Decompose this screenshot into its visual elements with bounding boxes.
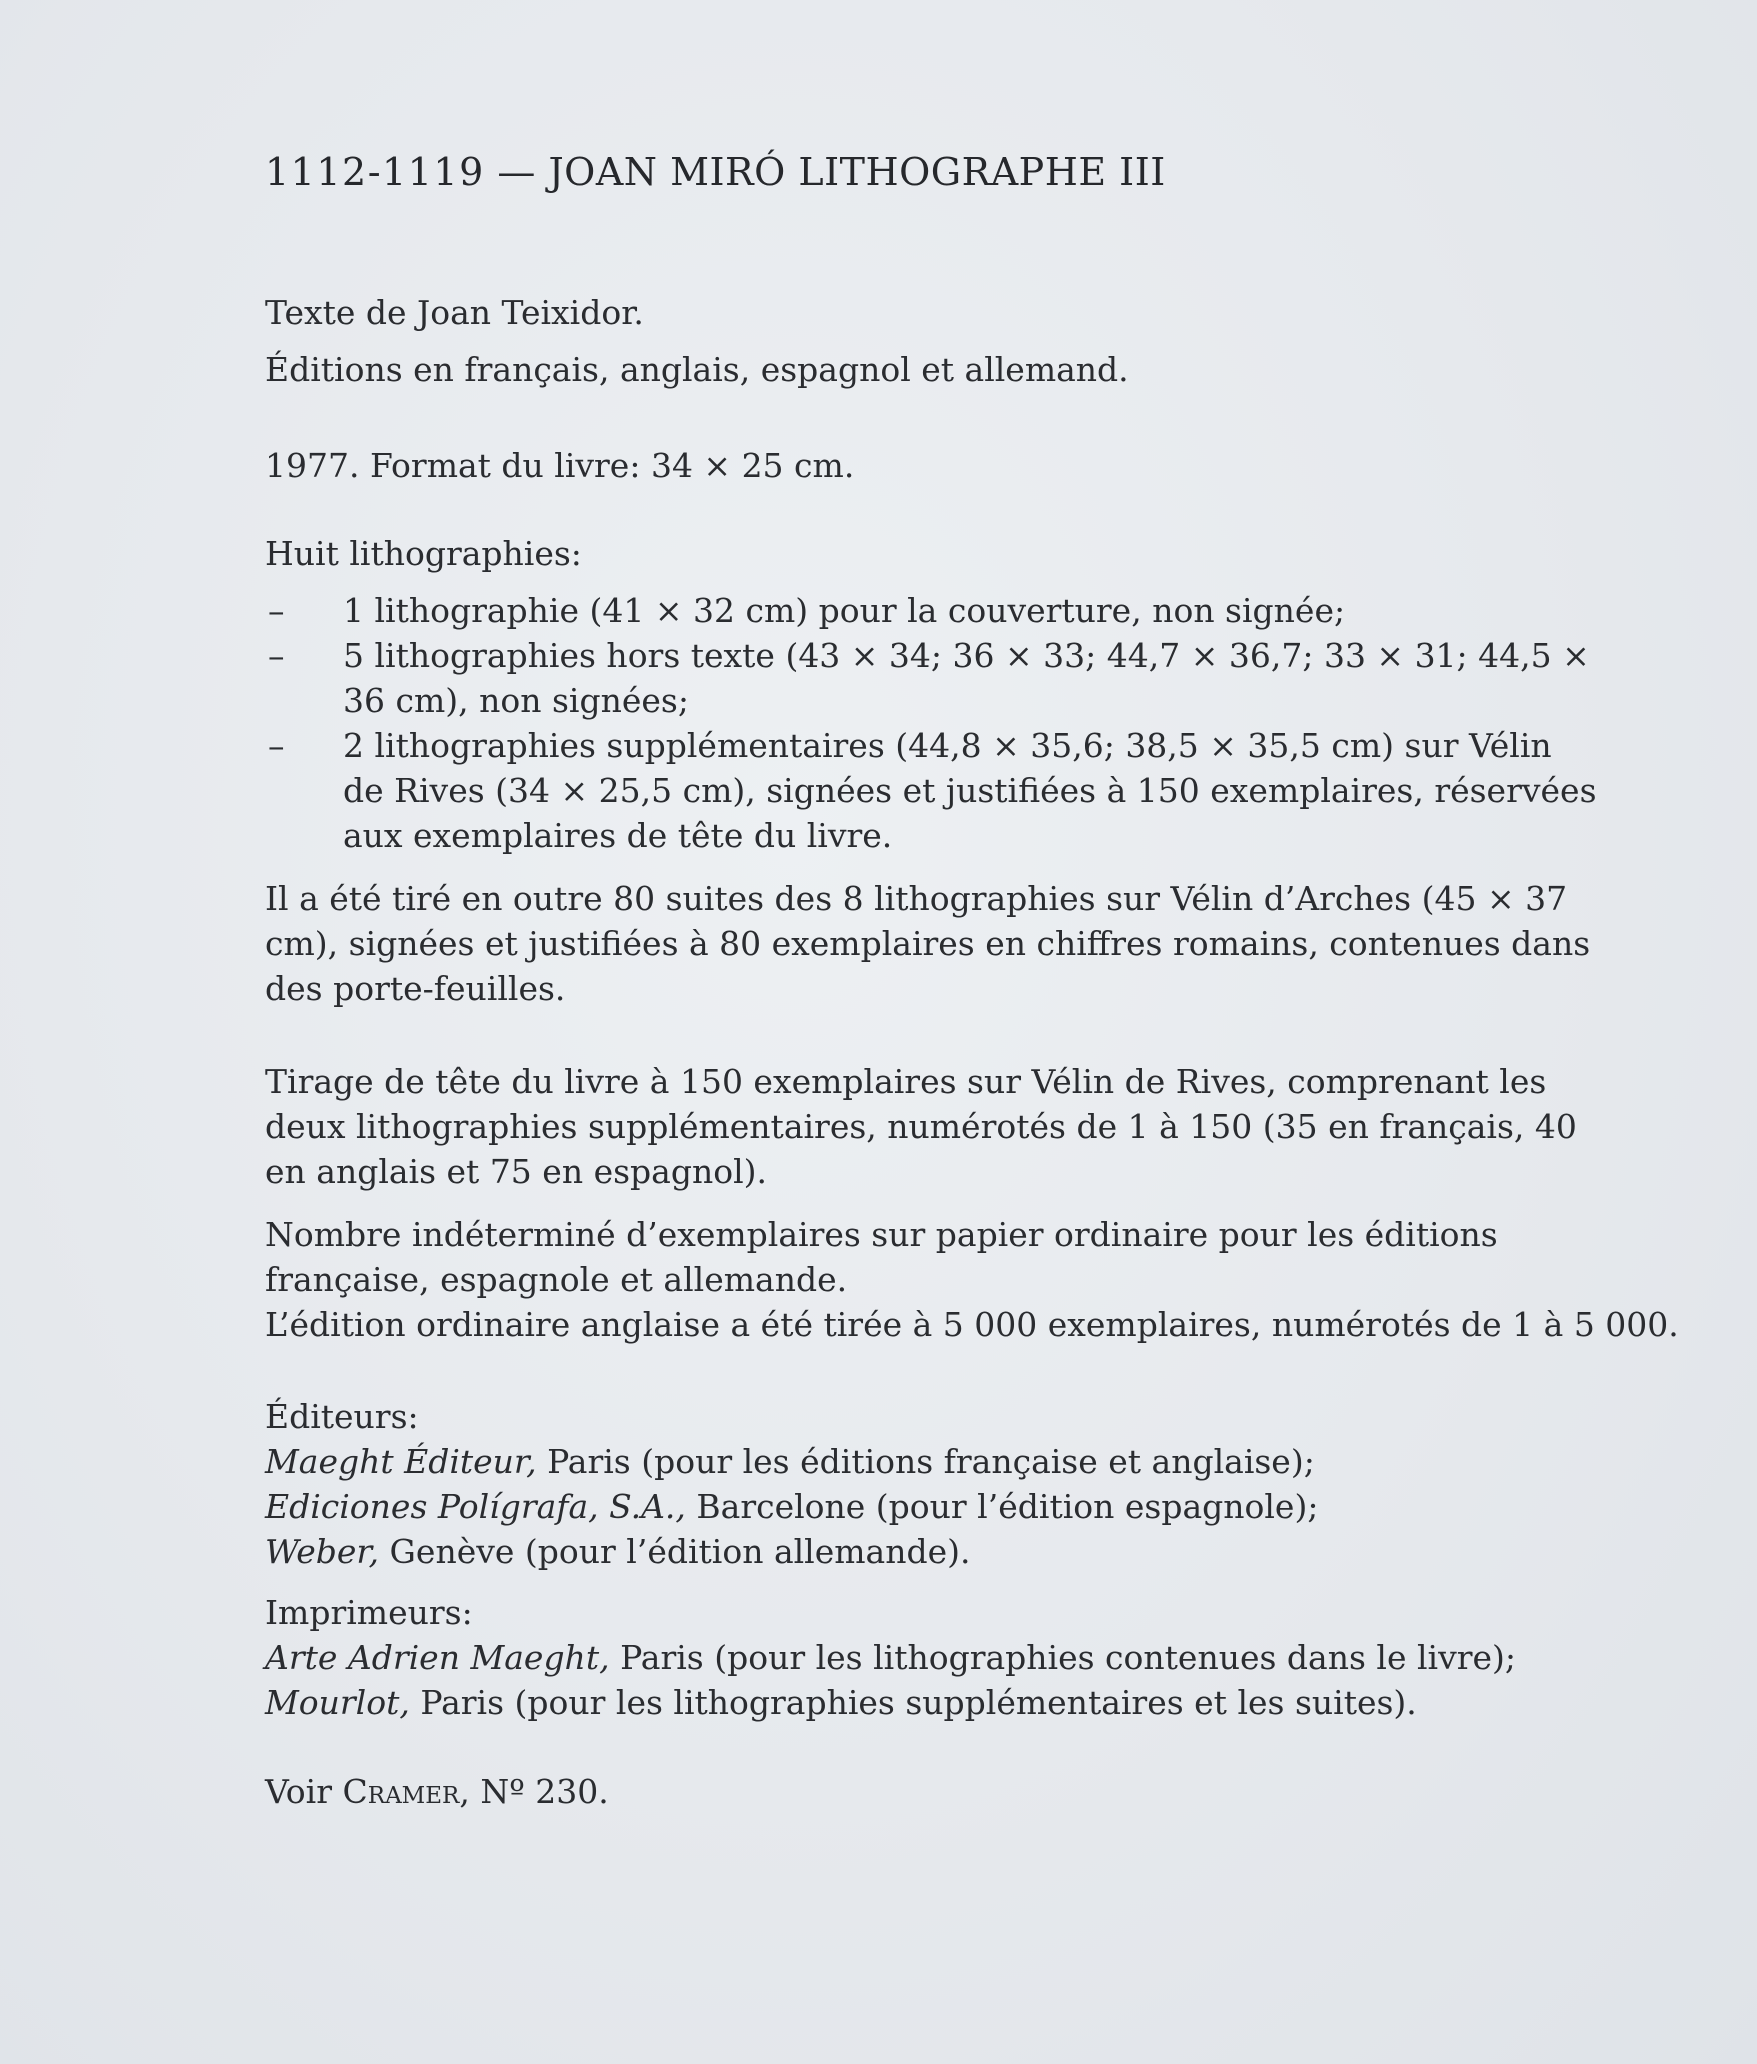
reference-author: Cramer (342, 1772, 460, 1811)
lithograph-item (265, 723, 1600, 858)
imprimeurs-heading: Imprimeurs: (265, 1593, 473, 1632)
editeur-entry (265, 1484, 1600, 1529)
text-author: Texte de Joan Teixidor. (265, 293, 644, 332)
lithograph-item-text: 5 lithographies hors texte (43 × 34; 36 × 33; 44,7 × 36,7; 33 × 31; 44,5 × 36 cm), non signées; (343, 636, 1590, 720)
cramer-reference (265, 1769, 1600, 1814)
tirage-tete: Tirage de tête du livre à 150 exemplaires sur Vélin de Rives, comprenant les deux lithographies supplémentaires, numérotés de 1 à 150 (35 en français, 40 en anglais et 75 en espagnol). (265, 1062, 1577, 1191)
imprimeur-name: Arte Adrien Maeght, (265, 1638, 610, 1677)
tirage-ordinaire: Nombre indéterminé d’exemplaires sur papier ordinaire pour les éditions française, espagnole et allemande. (265, 1215, 1498, 1299)
dash-marker: – (268, 636, 285, 675)
imprimeurs-block (265, 1590, 1600, 1725)
lithograph-item-text: 1 lithographie (41 × 32 cm) pour la couverture, non signée; (343, 591, 1346, 630)
lithographs-block (265, 531, 1600, 1011)
editeur-name: Ediciones Polígrafa, S.A., (265, 1487, 686, 1526)
imprimeur-entry (265, 1635, 1600, 1680)
imprimeur-detail: Paris (pour les lithographies supplémentaires et les suites). (409, 1683, 1417, 1722)
editeurs-heading: Éditeurs: (265, 1397, 419, 1436)
book-title: JOAN MIRÓ LITHOGRAPHE III (548, 150, 1166, 194)
tirage-anglaise: L’édition ordinaire anglaise a été tirée à 5 000 exemplaires, numérotés de 1 à 5 000. (265, 1305, 1679, 1344)
format-block (265, 443, 1600, 488)
lithograph-item (265, 633, 1600, 723)
editeurs-block (265, 1394, 1600, 1574)
reference-number: , Nº 230. (459, 1772, 609, 1811)
book-format: 1977. Format du livre: 34 × 25 cm. (265, 446, 855, 485)
reference-block (265, 1769, 1600, 1814)
editeur-entry (265, 1529, 1600, 1574)
reference-prefix: Voir (265, 1772, 343, 1811)
intro-block (265, 290, 1600, 392)
imprimeur-detail: Paris (pour les lithographies contenues dans le livre); (609, 1638, 1517, 1677)
lithograph-item (265, 588, 1600, 633)
dash-marker: – (268, 726, 285, 765)
editeur-name: Weber, (265, 1532, 380, 1571)
title-separator: — (484, 150, 549, 194)
dash-marker: – (268, 591, 285, 630)
editeur-detail: Barcelone (pour l’édition espagnole); (685, 1487, 1319, 1526)
lithographs-heading: Huit lithographies: (265, 534, 582, 573)
editions-languages: Éditions en français, anglais, espagnol et allemand. (265, 350, 1129, 389)
catalogue-number: 1112-1119 (265, 150, 485, 194)
imprimeur-entry (265, 1680, 1600, 1725)
tirage-block (265, 1059, 1679, 1347)
editeur-detail: Genève (pour l’édition allemande). (379, 1532, 971, 1571)
imprimeur-name: Mourlot, (265, 1683, 410, 1722)
suites-paragraph: Il a été tiré en outre 80 suites des 8 lithographies sur Vélin d’Arches (45 × 37 cm), signées et justifiées à 80 exemplaires en chiffres romains, contenues dans des porte-feuilles. (265, 879, 1591, 1008)
editeur-name: Maeght Éditeur, (265, 1442, 537, 1481)
page-title (265, 150, 1166, 194)
editeur-detail: Paris (pour les éditions française et anglaise); (536, 1442, 1315, 1481)
editeur-entry (265, 1439, 1600, 1484)
lithograph-item-text: 2 lithographies supplémentaires (44,8 × 35,6; 38,5 × 35,5 cm) sur Vélin de Rives (34 × 25,5 cm), signées et justifiées à 150 exemplaires, réservées aux exemplaires de tête du livre. (343, 726, 1597, 855)
